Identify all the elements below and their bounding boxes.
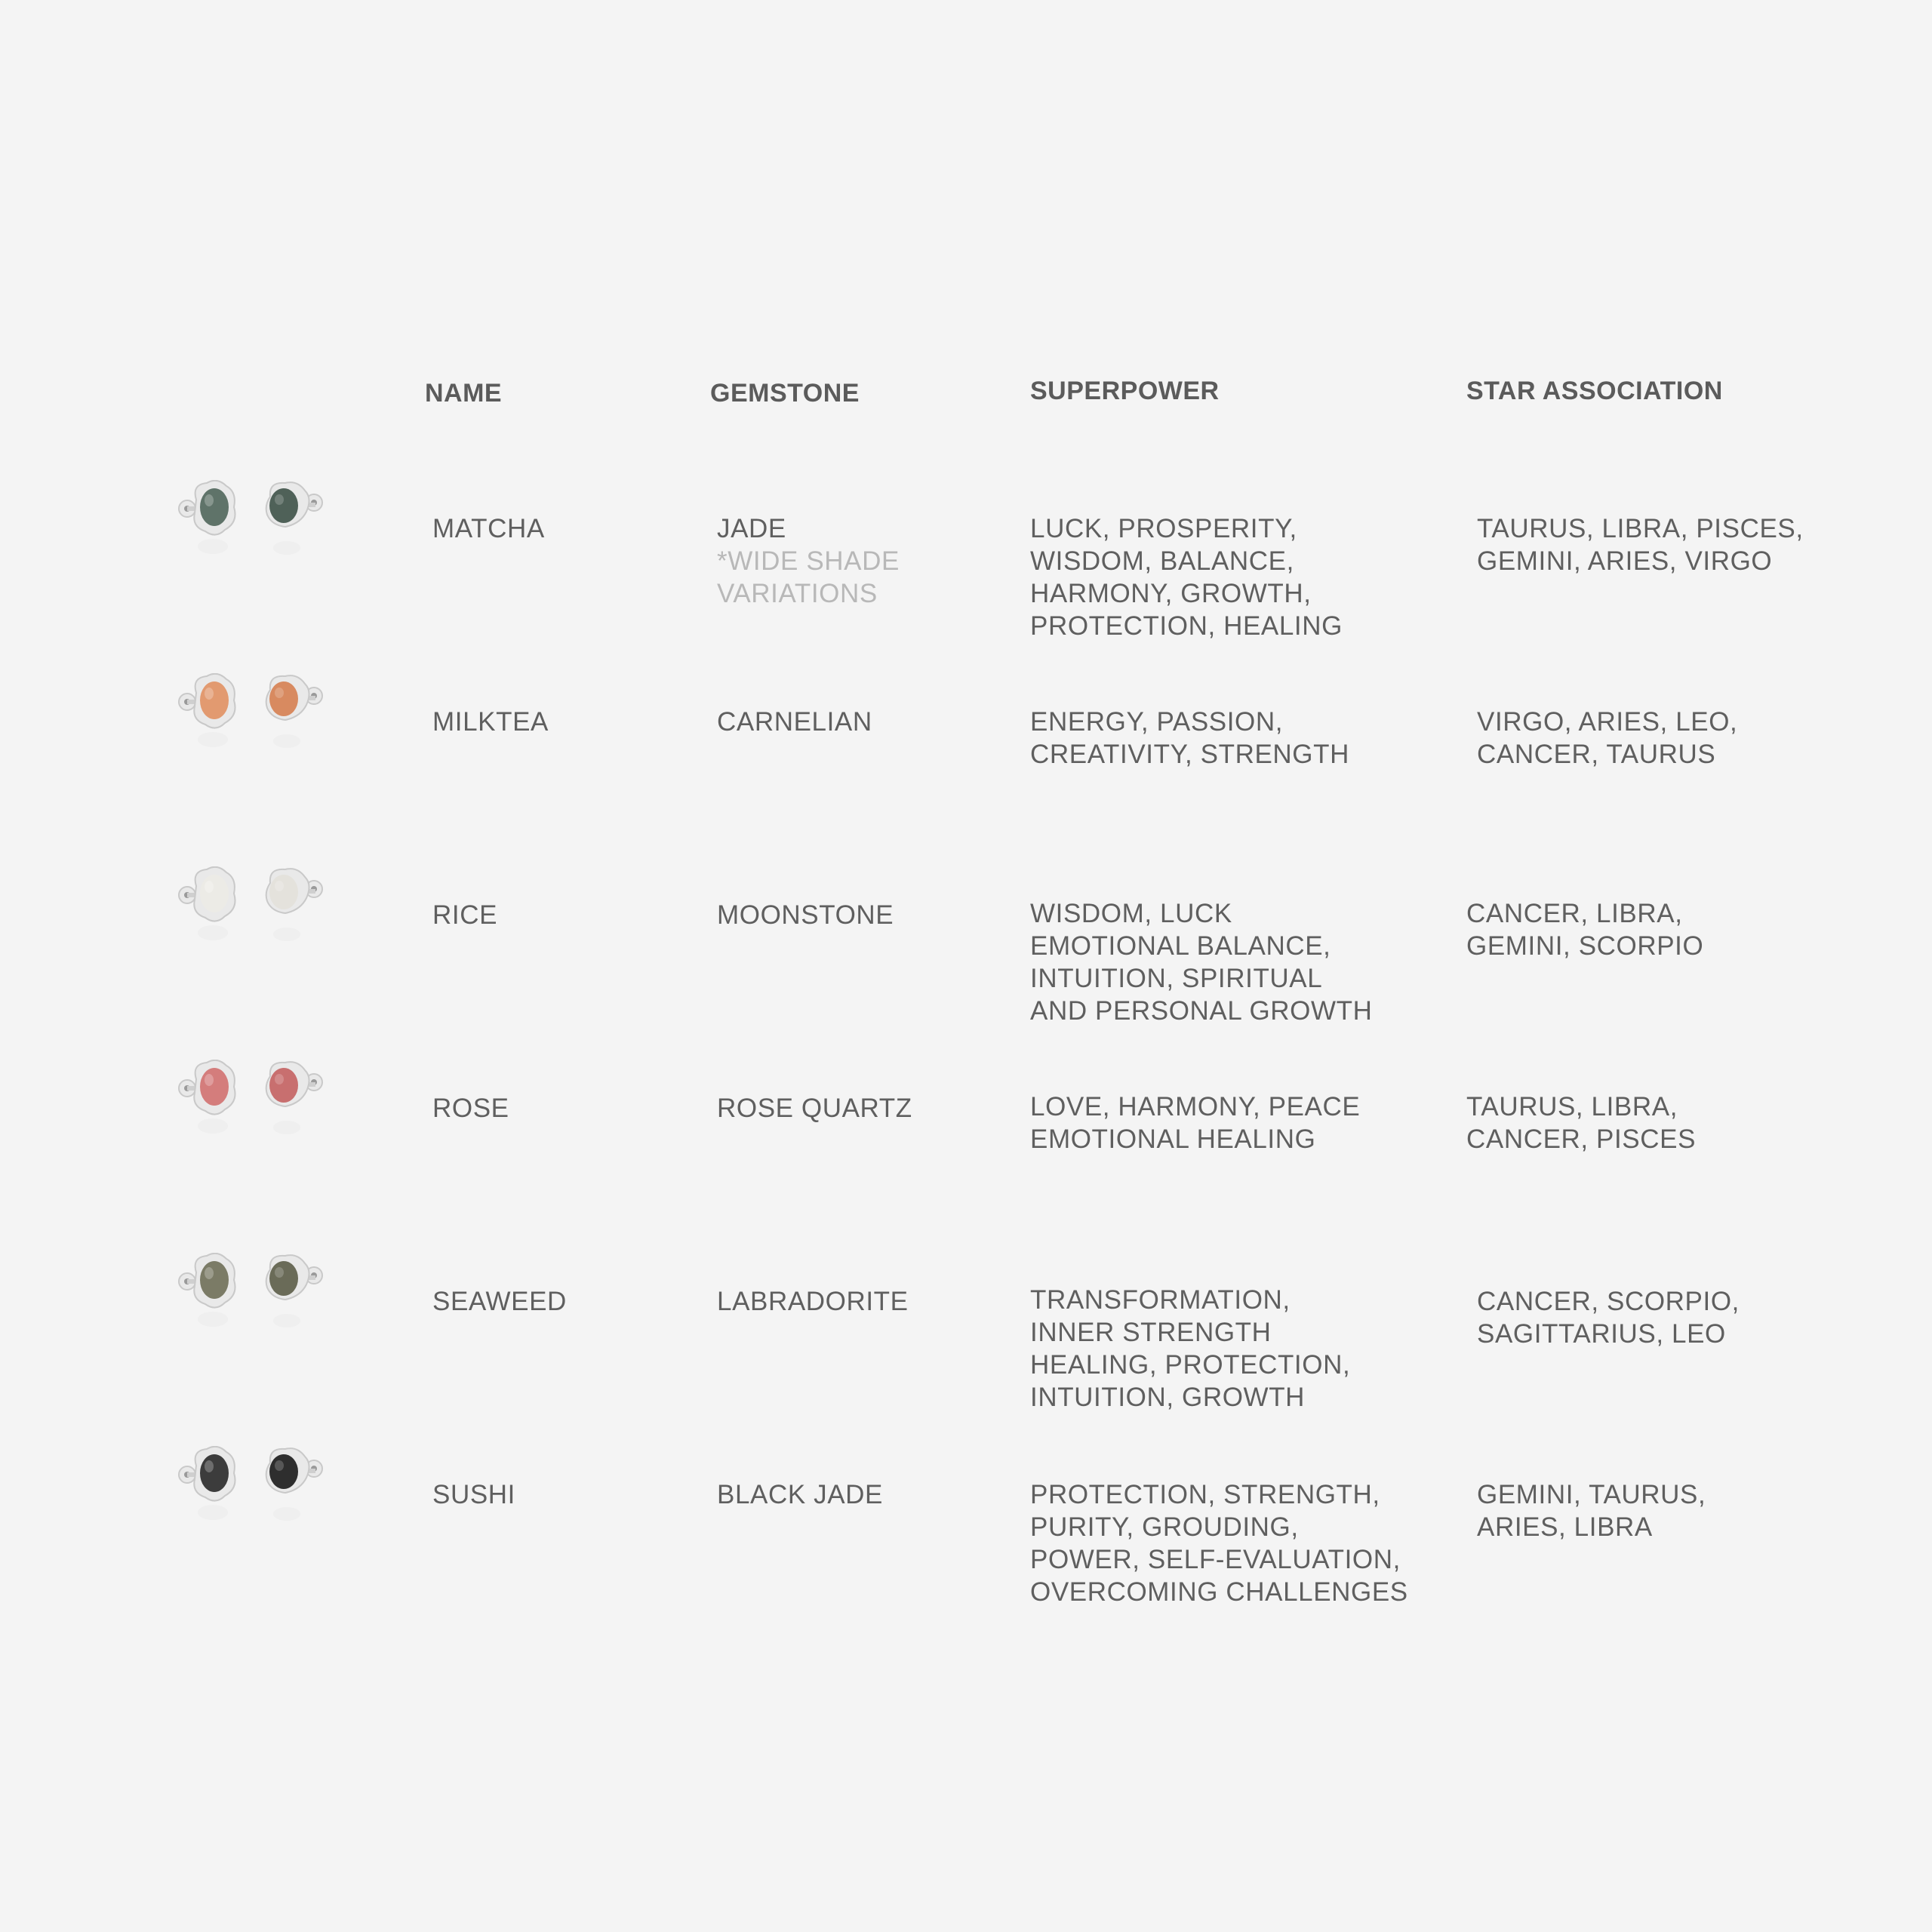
header-name: NAME [425,379,503,408]
cell-line: GEMINI, TAURUS, [1477,1480,1706,1509]
table-row [0,1060,1932,1253]
cell-line: ENERGY, PASSION, [1030,707,1284,737]
cell-line: GEMINI, SCORPIO [1466,931,1704,961]
cell-line: HARMONY, GROWTH, [1030,579,1312,608]
table-row [0,866,1932,1060]
table-row [0,480,1932,673]
cell-line: PROTECTION, HEALING [1030,611,1343,641]
cell-gemstone [717,866,894,964]
cell-line: BLACK JADE [717,1480,883,1509]
cell-line: VARIATIONS [717,579,878,608]
cell-line: CANCER, SCORPIO, [1477,1287,1740,1316]
cell-name [432,673,549,771]
earring-pair-image [158,1060,340,1165]
cell-star-association [1477,480,1804,610]
cell-line: CARNELIAN [717,707,872,737]
cell-line: TRANSFORMATION, [1030,1285,1291,1315]
earring-pair-image [158,673,340,779]
cell-name [432,1060,509,1157]
cell-superpower [1030,1058,1360,1188]
cell-star-association [1477,1446,1706,1576]
cell-line: RICE [432,900,498,930]
cell-star-association [1466,865,1703,995]
table-row [0,673,1932,866]
cell-star-association [1466,1058,1696,1188]
earring-pair-image [158,1446,340,1552]
cell-line: TAURUS, LIBRA, PISCES, [1477,514,1804,543]
cell-line: WISDOM, BALANCE, [1030,546,1294,576]
cell-name [432,866,497,964]
cell-line: CANCER, PISCES [1466,1124,1697,1154]
cell-name [432,480,545,577]
cell-name [432,1253,567,1350]
cell-line: EMOTIONAL HEALING [1030,1124,1316,1154]
cell-superpower [1030,1446,1408,1641]
cell-line: CANCER, TAURUS [1477,740,1716,769]
cell-superpower [1030,480,1343,675]
cell-line: CANCER, LIBRA, [1466,899,1683,928]
cell-line: ROSE QUARTZ [717,1094,912,1123]
cell-superpower [1030,1251,1350,1446]
cell-line: VIRGO, ARIES, LEO, [1477,707,1738,737]
cell-line: INNER STRENGTH [1030,1318,1272,1347]
header-gemstone: GEMSTONE [710,379,860,408]
cell-line: MATCHA [432,514,545,543]
cell-gemstone [717,673,872,771]
header-star-association: STAR ASSOCIATION [1466,377,1723,405]
cell-line: INTUITION, GROWTH [1030,1383,1306,1412]
cell-line: SUSHI [432,1480,515,1509]
cell-superpower [1030,865,1372,1060]
cell-gemstone [717,1253,909,1350]
cell-line: MILKTEA [432,707,549,737]
earring-pair-image [158,866,340,972]
cell-line: ROSE [432,1094,509,1123]
earring-pair-image [158,480,340,586]
cell-line: ARIES, LIBRA [1477,1512,1653,1542]
cell-gemstone [717,1060,912,1157]
cell-gemstone [717,1446,883,1543]
cell-line: INTUITION, SPIRITUAL [1030,964,1323,993]
earring-pair-image [158,1253,340,1358]
cell-line: MOONSTONE [717,900,894,930]
header-superpower: SUPERPOWER [1030,377,1220,405]
cell-line: LOVE, HARMONY, PEACE [1030,1092,1361,1121]
cell-line: PROTECTION, STRENGTH, [1030,1480,1380,1509]
cell-line: EMOTIONAL BALANCE, [1030,931,1331,961]
cell-star-association [1477,673,1737,803]
cell-line: TAURUS, LIBRA, [1466,1092,1678,1121]
cell-line: AND PERSONAL GROWTH [1030,996,1373,1026]
cell-line: OVERCOMING CHALLENGES [1030,1577,1408,1607]
cell-line: WISDOM, LUCK [1030,899,1232,928]
cell-line: LABRADORITE [717,1287,909,1316]
cell-superpower [1030,673,1349,803]
cell-line: SAGITTARIUS, LEO [1477,1319,1726,1349]
cell-gemstone [717,480,900,642]
cell-line: GEMINI, ARIES, VIRGO [1477,546,1773,576]
cell-line: LUCK, PROSPERITY, [1030,514,1297,543]
table-row [0,1446,1932,1639]
cell-line: HEALING, PROTECTION, [1030,1350,1351,1380]
cell-line: PURITY, GROUDING, [1030,1512,1299,1542]
table-row [0,1253,1932,1446]
cell-line: SEAWEED [432,1287,567,1316]
cell-line: *WIDE SHADE [717,546,900,576]
cell-star-association [1477,1253,1740,1383]
cell-line: POWER, SELF-EVALUATION, [1030,1545,1401,1574]
cell-name [432,1446,515,1543]
cell-line: JADE [717,514,786,543]
cell-line: CREATIVITY, STRENGTH [1030,740,1349,769]
